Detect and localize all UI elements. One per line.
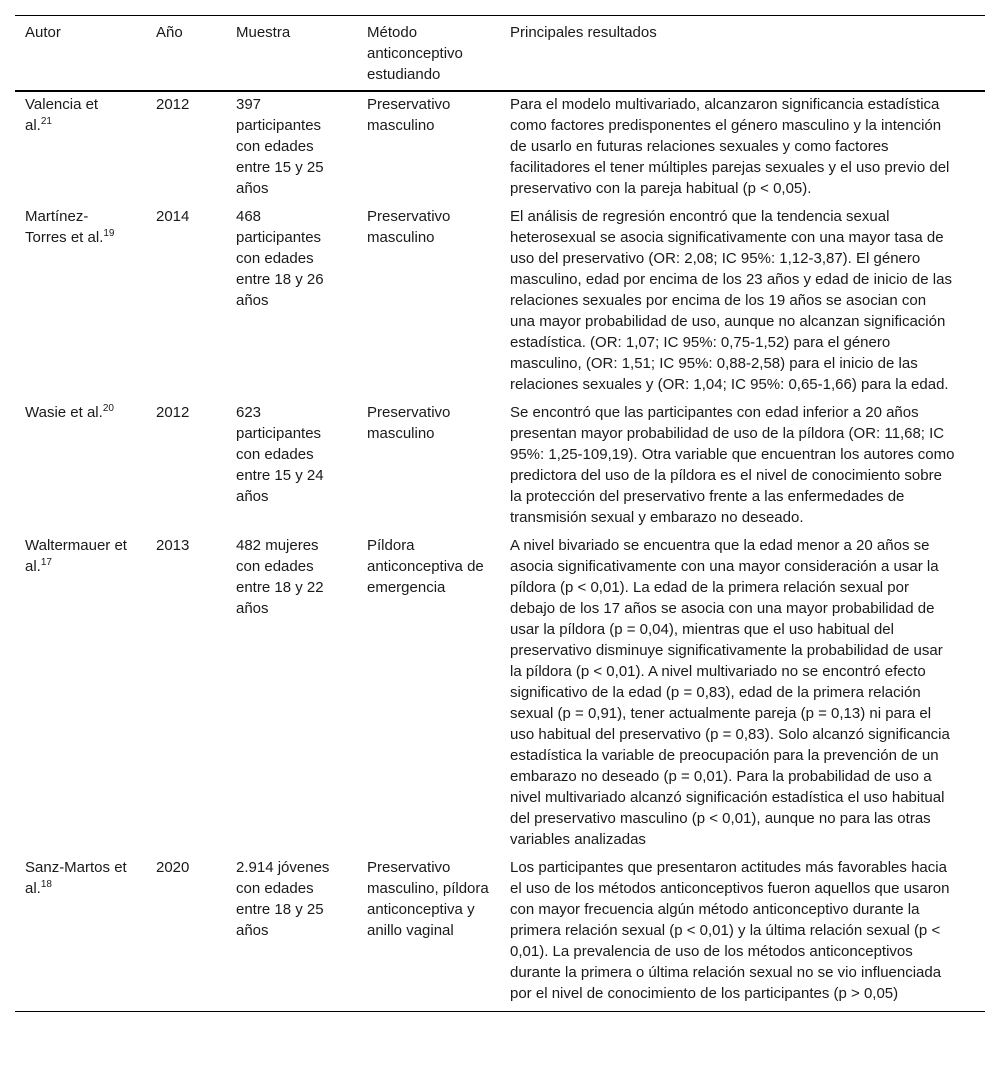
cell-autor (15, 533, 146, 855)
cell-resultados: A nivel bivariado se encuentra que la edad menor a 20 años se asocia significativamente con una mayor consideración a usar la píldora (p < 0,01). La edad de la primera relación sexual por debajo de los 17 años se asocia con una mayor probabilidad de usar la píldora (p = 0,04), mientras que el uso habitual del preservativo disminuye significativamente la probabilidad de usar la píldora (p < 0,01). A nivel multivariado no se encontró efecto significativo de la edad (p = 0,83), edad de la primera relación sexual (p = 0,91), tener actualmente pareja (p = 0,13) ni para el uso habitual del preservativo (p = 0,83). Solo alcanzó significancia estadística la variable de preocupación para la prevención de un embarazo no deseado (p = 0,01). Para la probabilidad de uso a nivel multivariado alcanzó significación estadística el uso habitual del preservativo masculino (p < 0,01), aunque no para las otras variables analizadas (510, 537, 950, 848)
header-row (15, 16, 985, 92)
cell-muestra: 623 participantes con edades entre 15 y 24 años (236, 404, 324, 505)
header-resultados: Principales resultados (500, 16, 985, 92)
cell-autor (15, 400, 146, 533)
studies-table (15, 15, 985, 1012)
cell-autor (15, 91, 146, 204)
table-row (15, 533, 985, 855)
cell-anio: 2012 (156, 96, 190, 113)
reference-superscript: 19 (103, 228, 115, 239)
autor-text: Valencia et al. (25, 96, 99, 134)
cell-autor (15, 204, 146, 400)
header-autor: Autor (15, 16, 146, 92)
header-muestra: Muestra (226, 16, 357, 92)
cell-anio: 2014 (156, 208, 190, 225)
cell-anio: 2013 (156, 537, 190, 554)
cell-muestra: 2.914 jóvenes con edades entre 18 y 25 años (236, 859, 330, 939)
cell-metodo: Píldora anticonceptiva de emergencia (367, 537, 484, 596)
reference-superscript: 20 (102, 403, 114, 414)
cell-resultados: Los participantes que presentaron actitudes más favorables hacia el uso de los métodos anticonceptivos fueron aquellos que usaron con mayor frecuencia algún método anticonceptivo durante la primera relación sexual (p < 0,01) y la última relación sexual (p < 0,01). La prevalencia de uso de los métodos anticonceptivos durante la primera o última relación sexual no se vio influenciada por el nivel de conocimiento de los participantes (p > 0,05) (510, 859, 950, 1002)
autor-text: Waltermauer et al. (25, 537, 127, 575)
cell-metodo: Preservativo masculino (367, 404, 451, 442)
reference-superscript: 18 (40, 879, 52, 890)
cell-resultados: Para el modelo multivariado, alcanzaron significancia estadística como factores predisponentes el género masculino y la intención de usarlo en futuras relaciones sexuales y como factores facilitadores el tener múltiples parejas sexuales y el uso previo del preservativo con la pareja habitual (p < 0,05). (510, 96, 950, 197)
table-header (15, 16, 985, 92)
cell-muestra: 397 participantes con edades entre 15 y 25 años (236, 96, 324, 197)
reference-superscript: 17 (40, 557, 52, 568)
table-row (15, 855, 985, 1012)
autor-text: Wasie et al. (25, 404, 103, 421)
autor-text: Martínez-Torres et al. (25, 208, 104, 246)
cell-muestra: 468 participantes con edades entre 18 y 26 años (236, 208, 324, 309)
cell-metodo: Preservativo masculino, píldora anticonceptiva y anillo vaginal (367, 859, 489, 939)
cell-metodo: Preservativo masculino (367, 96, 451, 134)
header-anio: Año (146, 16, 226, 92)
table-row (15, 204, 985, 400)
table-row (15, 91, 985, 204)
cell-resultados: Se encontró que las participantes con edad inferior a 20 años presentan mayor probabilidad de uso de la píldora (OR: 11,68; IC 95%: 1,25-109,19). Otra variable que encuentran los autores como predictora del uso de la píldora es el nivel de conocimiento sobre la protección del preservativo frente a las enfermedades de transmisión sexual y embarazo no deseado. (510, 404, 955, 526)
cell-resultados: El análisis de regresión encontró que la tendencia sexual heterosexual se asocia significativamente con una mayor tasa de uso del preservativo (OR: 2,08; IC 95%: 1,12-3,87). El género masculino, edad por encima de los 23 años y edad de inicio de las relaciones sexuales por encima de los 19 años se asocian con una mayor probabilidad de uso, aunque no alcanzan significación estadística. (OR: 1,07; IC 95%: 0,75-1,52) para el género masculino, (OR: 1,51; IC 95%: 0,88-2,58) para el inicio de las relaciones sexuales y (OR: 1,04; IC 95%: 0,65-1,66) para la edad. (510, 208, 952, 393)
table-row (15, 400, 985, 533)
autor-text: Sanz-Martos et al. (25, 859, 127, 897)
reference-superscript: 21 (40, 116, 52, 127)
table-body (15, 91, 985, 1012)
cell-anio: 2020 (156, 859, 190, 876)
header-metodo: Método anticonceptivo estudiando (357, 16, 500, 92)
cell-autor (15, 855, 146, 1012)
cell-metodo: Preservativo masculino (367, 208, 451, 246)
cell-muestra: 482 mujeres con edades entre 18 y 22 años (236, 537, 324, 617)
cell-anio: 2012 (156, 404, 190, 421)
